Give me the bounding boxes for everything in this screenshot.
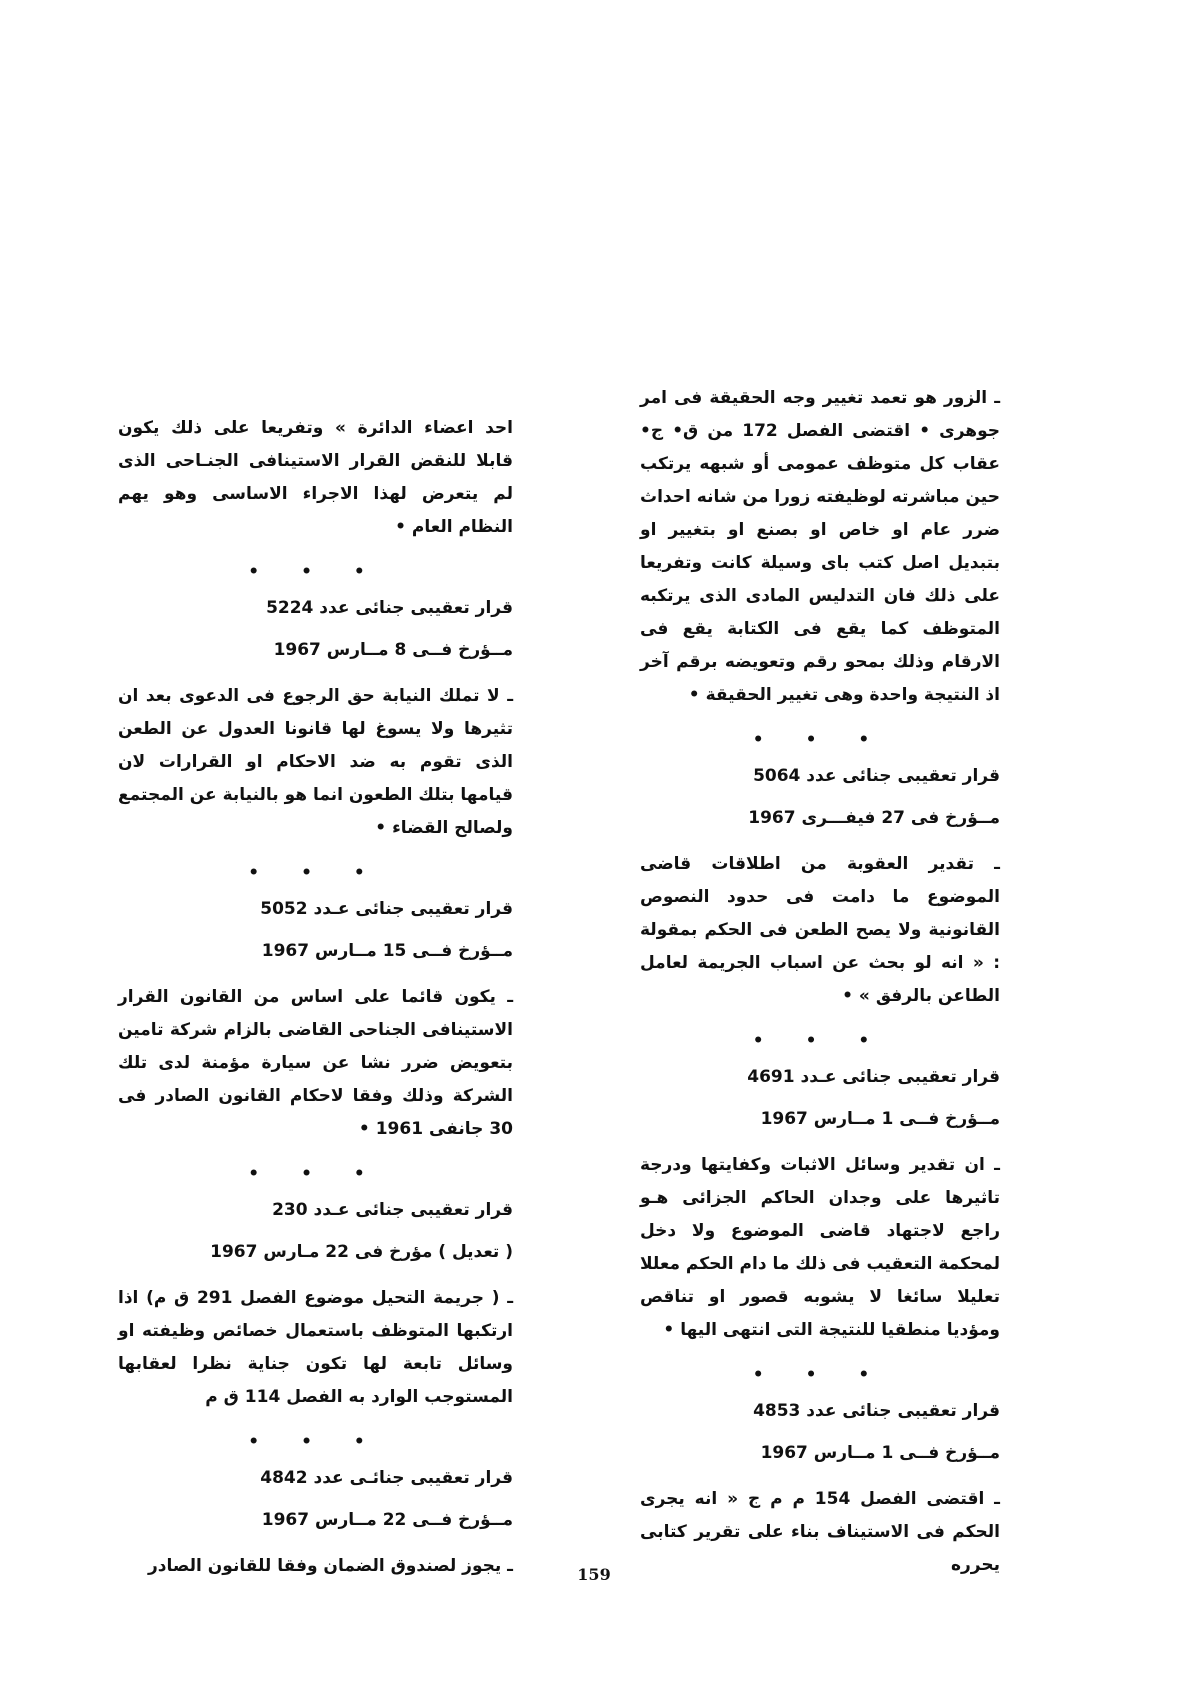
section-separator: • • • xyxy=(752,730,888,750)
decision-date: مــؤرخ فــى 22 مــارس 1967 xyxy=(261,1510,513,1530)
section-separator: • • • xyxy=(248,1164,383,1184)
decision-date: مــؤرخ فى 27 فيفـــرى 1967 xyxy=(748,808,1000,828)
paragraph: ـ تقدير العقوبة من اطلاقات قاضى الموضوع ما دامت فى حدود النصوص القانونية ولا يصح الطعن فى الحكم بمقولة : « انه لو بحث عن اسباب الجريمة لعامل الطاعن بالرفق » • xyxy=(640,848,1000,1013)
paragraph: ـ يجوز لصندوق الضمان وفقا للقانون الصادر xyxy=(118,1550,513,1583)
section-separator: • • • xyxy=(752,1031,888,1051)
decision-date: مــؤرخ فــى 15 مــارس 1967 xyxy=(261,941,513,961)
section-separator: • • • xyxy=(248,562,383,582)
section-separator: • • • xyxy=(752,1365,888,1385)
right-column xyxy=(640,382,1000,1582)
decision-date: مــؤرخ فــى 8 مــارس 1967 xyxy=(273,640,513,660)
decision-title: قرار تعقيبى جنائى عدد 5224 xyxy=(266,598,513,618)
decision-title: قرار تعقيبى جنائى عـدد 230 xyxy=(272,1200,513,1220)
section-separator: • • • xyxy=(248,1432,383,1452)
decision-title: قرار تعقيبى جنائى عـدد 4691 xyxy=(747,1067,1000,1087)
decision-title: قرار تعقيبى جنائى عدد 4853 xyxy=(753,1401,1000,1421)
decision-title: قرار تعقيبى جنائـى عدد 4842 xyxy=(260,1468,513,1488)
paragraph: ـ لا تملك النيابة حق الرجوع فى الدعوى بعد ان تثيرها ولا يسوغ لها قانونا العدول عن الطعن الذى تقوم به ضد الاحكام او القرارات لان قيامها بتلك الطعون انما هو بالنيابة عن المجتمع ولصالح القضاء • xyxy=(118,680,513,845)
decision-title: قرار تعقيبى جنائى عدد 5064 xyxy=(753,766,1000,786)
paragraph: ـ ( جريمة التحيل موضوع الفصل 291 ق م) اذا ارتكبها المتوظف باستعمال خصائص وظيفته او وسائل تابعة لها تكون جناية نظرا لعقابها المستوجب الوارد به الفصل 114 ق م xyxy=(118,1282,513,1414)
paragraph: ـ يكون قائما على اساس من القانون القرار الاستينافى الجناحى القاضى بالزام شركة تامين بتعويض ضرر نشا عن سيارة مؤمنة لدى تلك الشركة وذلك وفقا لاحكام القانون الصادر فى 30 جانفى 1961 • xyxy=(118,981,513,1146)
decision-date: ( تعديل ) مؤرخ فى 22 مـارس 1967 xyxy=(210,1242,513,1262)
page-number: 159 xyxy=(577,1565,611,1584)
decision-date: مــؤرخ فــى 1 مــارس 1967 xyxy=(760,1443,1000,1463)
decision-date: مــؤرخ فــى 1 مــارس 1967 xyxy=(760,1109,1000,1129)
paragraph: ـ الزور هو تعمد تغيير وجه الحقيقة فى امر جوهرى • اقتضى الفصل 172 من ق• ج• عقاب كل متوظف عمومى أو شبهه يرتكب حين مباشرته لوظيفته زورا من شانه احداث ضرر عام او خاص او بصنع او بتغيير او بتبديل اصل كتب باى وسيلة كانت وتفريعا على ذلك فان التدليس المادى الذى يرتكبه المتوظف كما يقع فى الكتابة يقع فى الارقام وذلك بمحو رقم وتعويضه برقم آخر اذ النتيجة واحدة وهى تغيير الحقيقة • xyxy=(640,382,1000,712)
paragraph: ـ ان تقدير وسائل الاثبات وكفايتها ودرجة تاثيرها على وجدان الحاكم الجزائى هـو راجع لاجتهاد قاضى الموضوع ولا دخل لمحكمة التعقيب فى ذلك ما دام الحكم معللا تعليلا سائغا لا يشوبه قصور او تناقص ومؤديا منطقيا للنتيجة التى انتهى اليها • xyxy=(640,1149,1000,1347)
section-separator: • • • xyxy=(248,863,383,883)
paragraph: ـ اقتضى الفصل 154 م م ج « انه يجرى الحكم فى الاستيناف بناء على تقرير كتابى يحرره xyxy=(640,1483,1000,1582)
paragraph: احد اعضاء الدائرة » وتفريعا على ذلك يكون قابلا للنقض القرار الاستينافى الجنـاحى الذى لم يتعرض لهذا الاجراء الاساسى وهو يهم النظام العام • xyxy=(118,418,513,537)
left-column xyxy=(118,412,513,1583)
decision-title: قرار تعقيبى جنائى عـدد 5052 xyxy=(260,899,513,919)
